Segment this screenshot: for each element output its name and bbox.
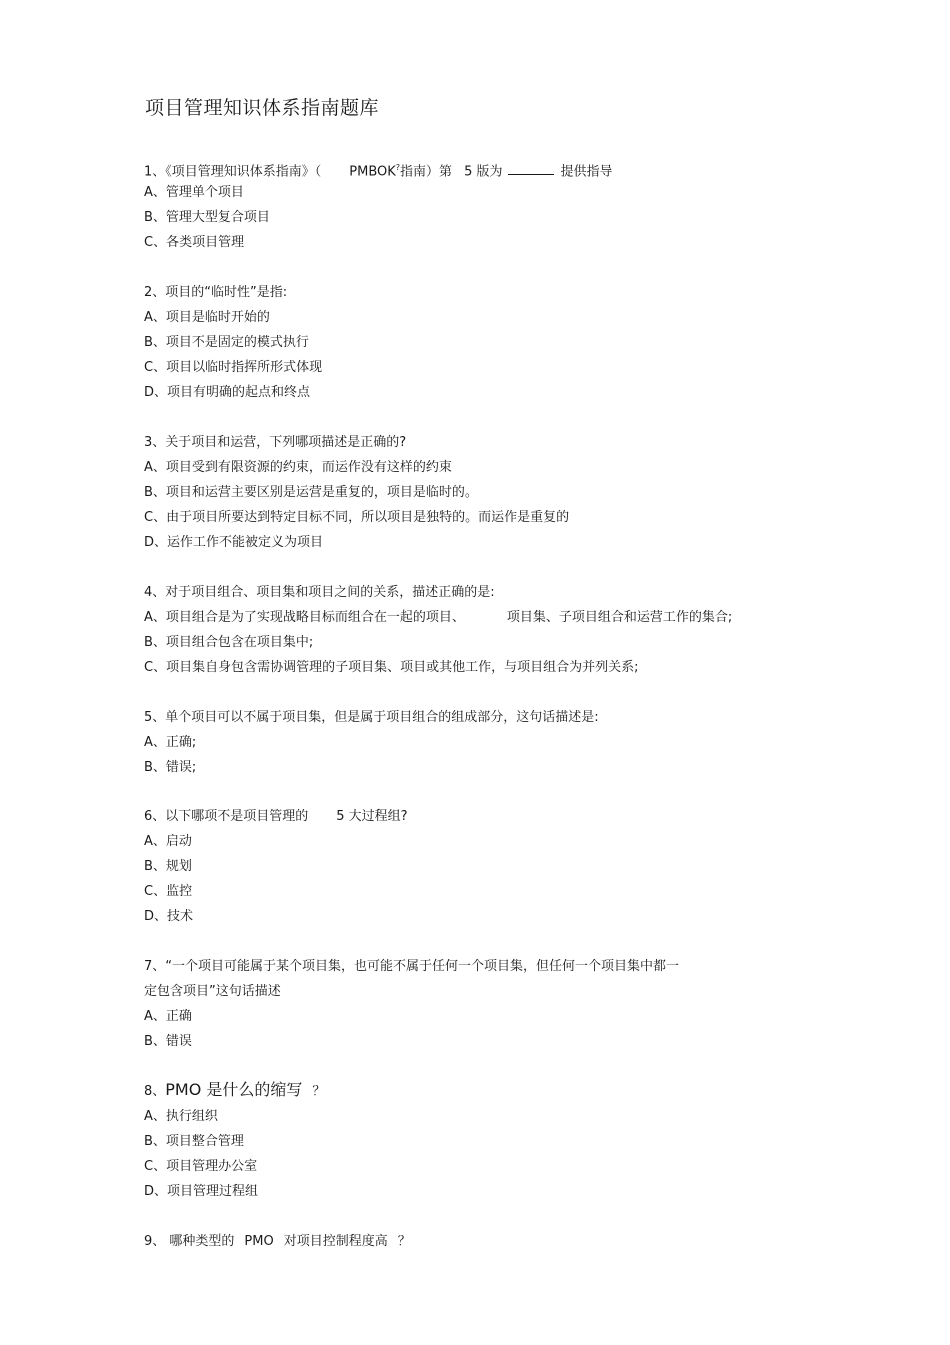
answer-blank [508,162,554,175]
question-8-stem [144,1081,325,1101]
q4-option-a-tail: 项目集、子项目组合和运营工作的集合; [506,610,733,625]
question-3-option: D、运作工作不能被定义为项目 [144,535,324,550]
question-7-option: A、正确 [144,1009,192,1024]
question-2-option: D、项目有明确的起点和终点 [144,385,311,400]
question-5-option: A、正确; [144,735,197,750]
question-6-option: A、启动 [144,834,192,849]
question-2-option: B、项目不是固定的模式执行 [144,335,309,350]
question-6-option: C、监控 [144,884,193,899]
question-6-stem [144,808,408,826]
question-6-option: B、规划 [144,859,192,874]
question-7-stem-line: 定包含项目”这句话描述 [144,984,281,999]
question-1-option: C、各类项目管理 [144,235,245,250]
question-2-option: C、项目以临时指挥所形式体现 [144,360,323,375]
q8-stem-part: ？ [312,1084,326,1099]
q9-stem-part: 9、 哪种类型的 [144,1234,235,1249]
q1-stem-part: 1、《项目管理知识体系指南》（ [144,164,322,180]
question-4-option: B、项目组合包含在项目集中; [144,635,314,650]
question-2-option: A、项目是临时开始的 [144,310,270,325]
q1-stem-part: 5 版为 [464,164,503,180]
q1-stem-sup: ? [395,163,401,172]
page-title: 项目管理知识体系指南题库 [145,97,380,119]
question-8-option: B、项目整合管理 [144,1134,244,1149]
q6-stem-part: 6、以下哪项不是项目管理的 [144,809,309,824]
question-6-option: D、技术 [144,909,194,924]
q9-stem-part: PMO [244,1234,274,1249]
q9-stem-part: 对项目控制程度高 [283,1234,388,1249]
q9-stem-part: ？ [397,1234,411,1249]
question-4-stem: 4、对于项目组合、项目集和项目之间的关系，描述正确的是: [144,585,495,600]
q1-stem-part: 指南）第 [400,164,453,180]
q1-stem-part: 提供指导 [560,164,613,180]
question-4-option [144,609,732,627]
question-1-option: B、管理大型复合项目 [144,210,270,225]
question-9-stem [144,1233,411,1251]
question-3-option: A、项目受到有限资源的约束，而运作没有这样的约束 [144,460,452,475]
question-8-option: C、项目管理办公室 [144,1159,258,1174]
question-4-option: C、项目集自身包含需协调管理的子项目集、项目或其他工作，与项目组合为并列关系; [144,660,639,675]
question-2-stem: 2、项目的“临时性”是指: [144,285,288,300]
question-3-option: C、由于项目所要达到特定目标不同，所以项目是独特的。而运作是重复的 [144,510,570,525]
question-8-option: A、执行组织 [144,1109,218,1124]
question-1-option: A、管理单个项目 [144,185,244,200]
q4-option-a-head: A、项目组合是为了实现战略目标而组合在一起的项目、 [144,610,465,625]
question-3-option: B、项目和运营主要区别是运营是重复的，项目是临时的。 [144,485,478,500]
q8-stem-part: PMO 是什么的缩写 [165,1080,303,1099]
question-1-stem [144,159,612,181]
question-5-option: B、错误; [144,760,197,775]
q1-stem-part: PMBOK [349,164,396,180]
question-7-option: B、错误 [144,1034,192,1049]
question-3-stem: 3、关于项目和运营，下列哪项描述是正确的? [144,435,407,450]
question-7-stem-line: 7、“一个项目可能属于某个项目集，也可能不属于任何一个项目集，但任何一个项目集中都一 [144,959,680,974]
q6-stem-part: 5 大过程组? [336,809,408,824]
q8-stem-part: 8、 [144,1084,166,1099]
question-8-option: D、项目管理过程组 [144,1184,259,1199]
question-5-stem: 5、单个项目可以不属于项目集，但是属于项目组合的组成部分，这句话描述是: [144,710,599,725]
